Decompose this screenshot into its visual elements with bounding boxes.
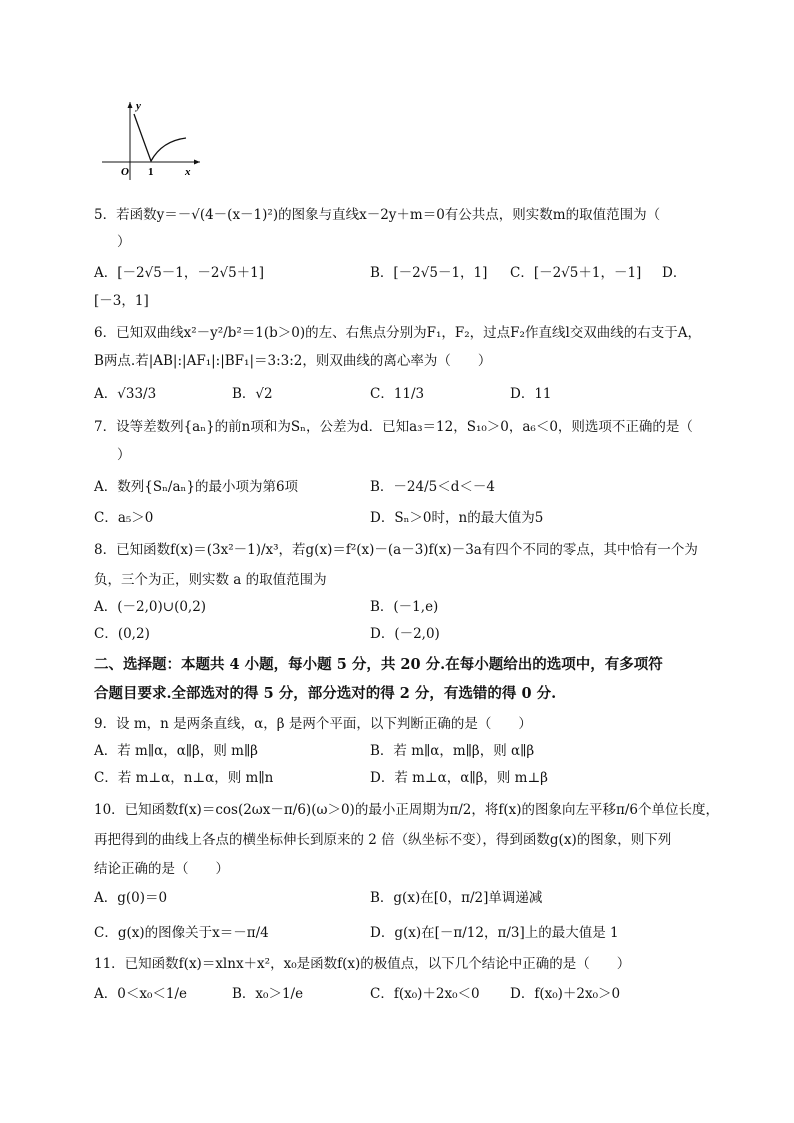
q8-option-b: B．(－1,e) [370, 599, 439, 615]
origin-label: O [121, 166, 129, 178]
q5-option-a: A．[－2√5－1，－2√5＋1] [94, 265, 265, 281]
q10-stem-2: 再把得到的曲线上各点的横坐标伸长到原来的 2 倍（纵坐标不变），得到函数g(x)的图象，则下列 [94, 832, 672, 848]
q6-stem: 6．已知双曲线x²－y²/b²＝1(b＞0)的左、右焦点分别为F₁，F₂，过点F₂作直线l交双曲线的右支于A， [94, 325, 702, 341]
q7-option-b: B．－24/5＜d＜－4 [370, 479, 495, 495]
q11-option-c: C．f(x₀)＋2x₀＜0 [370, 986, 480, 1002]
x-axis-arrow [194, 160, 200, 165]
section2-heading: 二、选择题：本题共 4 小题，每小题 5 分，共 20 分.在每小题给出的选项中，有多项符 [94, 656, 663, 673]
y-label: y [136, 100, 141, 112]
q7-option-c: C．a₅＞0 [94, 510, 154, 526]
x-label: x [185, 166, 191, 178]
q11-option-d: D．f(x₀)＋2x₀＞0 [510, 986, 621, 1002]
q10-option-d: D．g(x)在[－π/12，π/3]上的最大值是 1 [370, 925, 619, 941]
q5-stem: 5．若函数y＝－√(4－(x－1)²)的图象与直线x－2y＋m＝0有公共点，则实数m的取值范围为（ [94, 207, 661, 223]
curve [134, 114, 186, 161]
q11-stem: 11．已知函数f(x)＝xlnx＋x²，x₀是函数f(x)的极值点，以下几个结论中正确的是（ ） [94, 956, 631, 972]
q10-stem: 10．已知函数f(x)＝cos(2ωx－π/6)(ω＞0)的最小正周期为π/2，将f(x)的图象向左平移π/6个单位长度， [94, 802, 719, 818]
section2-heading-2: 合题目要求.全部选对的得 5 分，部分选对的得 2 分，有选错的得 0 分. [94, 685, 557, 702]
tick-label: 1 [148, 166, 154, 178]
q7-option-a: A．数列{Sₙ/aₙ}的最小项为第6项 [94, 479, 299, 495]
q9-stem: 9．设 m，n 是两条直线，α，β 是两个平面，以下判断正确的是（ ） [94, 716, 532, 732]
y-axis-arrow [128, 102, 133, 108]
q11-option-b: B．x₀＞1/e [232, 986, 304, 1002]
q7-stem-end: ） [117, 447, 131, 463]
q6-option-b: B．√2 [232, 386, 273, 402]
q8-option-a: A．(－2,0)∪(0,2) [94, 599, 207, 615]
q10-option-c: C．g(x)的图像关于x＝－π/4 [94, 925, 269, 941]
q10-option-a: A．g(0)＝0 [94, 890, 168, 906]
q5-option-d: D． [662, 265, 687, 281]
q8-stem: 8．已知函数f(x)＝(3x²－1)/x³，若g(x)＝f²(x)－(a－3)f(x)－3a有四个不同的零点，其中恰有一个为 [94, 542, 698, 558]
q9-option-b: B．若 m∥α，m∥β，则 α∥β [370, 743, 535, 759]
q8-stem-2: 负，三个为正，则实数 a 的取值范围为 [94, 572, 327, 588]
q9-option-c: C．若 m⊥α，n⊥α，则 m∥n [94, 770, 274, 786]
q5-option-c: C．[－2√5＋1，－1] [510, 265, 642, 281]
q5-option-d-value: [－3，1] [94, 293, 149, 309]
q10-option-b: B．g(x)在[0，π/2]单调递减 [370, 890, 543, 906]
q6-option-d: D．11 [510, 386, 552, 402]
function-graph [96, 98, 206, 182]
q8-option-c: C．(0,2) [94, 626, 150, 642]
q9-option-d: D．若 m⊥α，α∥β，则 m⊥β [370, 770, 548, 786]
q8-option-d: D．(－2,0) [370, 626, 440, 642]
q6-option-a: A．√33/3 [94, 386, 157, 402]
q5-stem-end: ） [117, 234, 131, 250]
q7-stem: 7．设等差数列{aₙ}的前n项和为Sₙ，公差为d．已知a₃＝12，S₁₀＞0，a₆＜0，则选项不正确的是（ [94, 419, 693, 435]
q7-option-d: D．Sₙ＞0时，n的最大值为5 [370, 510, 544, 526]
q6-stem-2: B两点.若|AB|:|AF₁|:|BF₁|＝3:3:2，则双曲线的离心率为（ ） [94, 353, 492, 369]
q6-option-c: C．11/3 [370, 386, 425, 402]
q5-option-b: B．[－2√5－1，1] [370, 265, 488, 281]
q11-option-a: A．0＜x₀＜1/e [94, 986, 187, 1002]
q9-option-a: A．若 m∥α，α∥β，则 m∥β [94, 743, 258, 759]
q10-stem-3: 结论正确的是（ ） [94, 861, 229, 877]
